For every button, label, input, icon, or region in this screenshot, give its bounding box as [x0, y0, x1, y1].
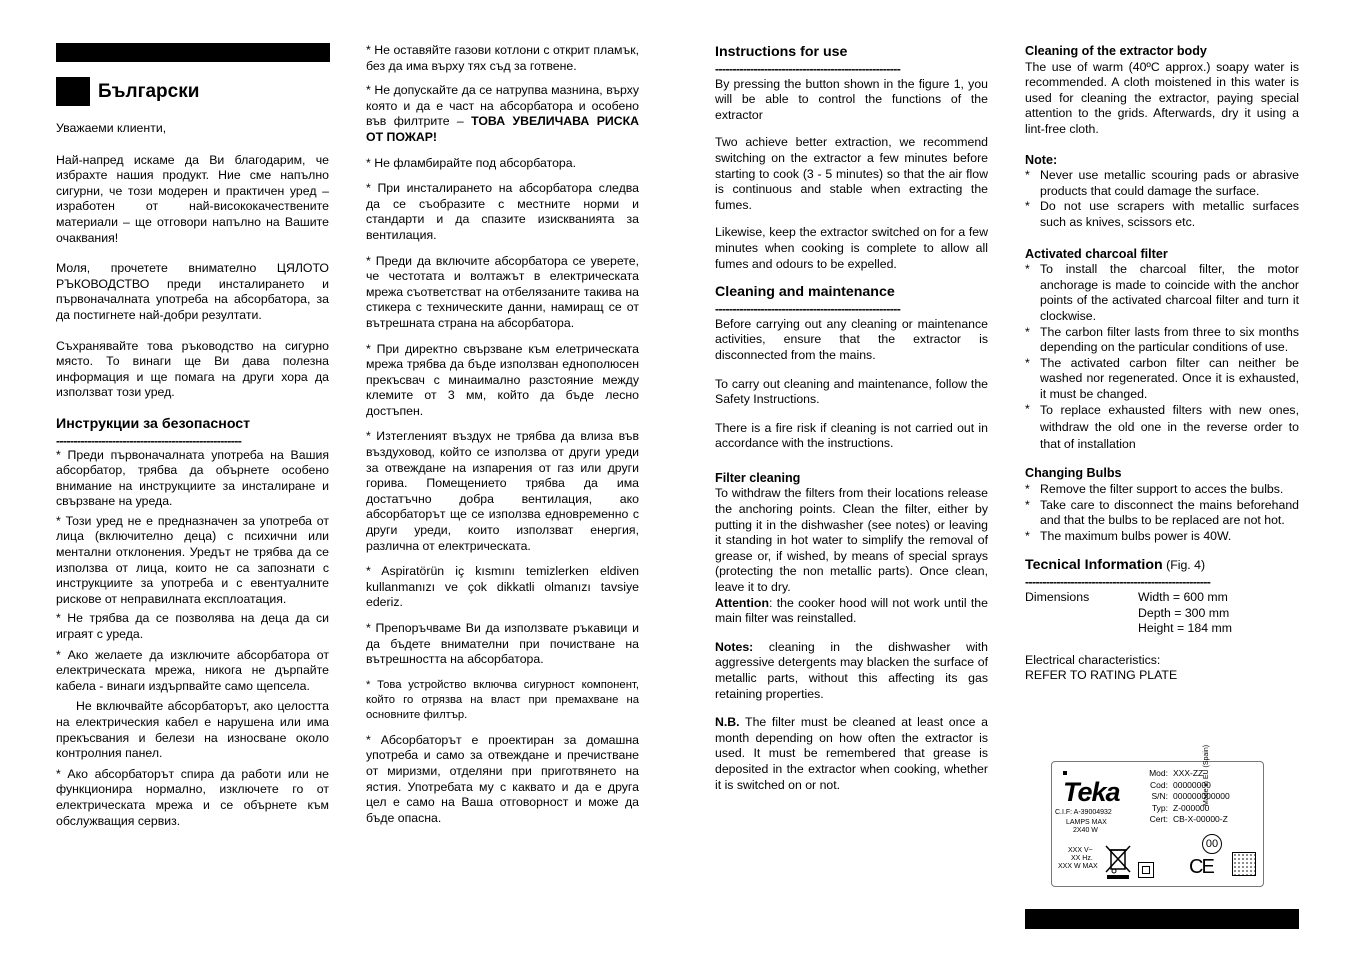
safety-divider: -----------------------------------------------------: [56, 434, 242, 447]
technical-heading-text: Tecnical Information: [1025, 557, 1163, 574]
plate-lamps: LAMPS MAX: [1066, 819, 1107, 826]
attention-label: Attention: [715, 595, 769, 610]
use-paragraph-2: Two achieve better extraction, we recommend switching on the extractor a few minutes before starting to cook (3 - 5 minutes) so that the air flow is continuous and stable when extracting the fumes.: [715, 135, 988, 212]
note-item-2: * Do not use scrapers with metallic surfaces such as knives, scissors etc.: [1025, 199, 1299, 229]
note-heading: Note:: [1025, 152, 1058, 167]
safety-item-9: * Не фламбирайте под абсорбатора.: [366, 155, 577, 170]
safety-item-13: * Изтегленият въздух не трябва да влиза във въздуховод, който се използва от други уреди за отвеждане на изпарения от газ или други горива. Помещението трябва да има достатъчно добра вентилация, ако абсорбаторът ще се използва едновременно с други уреди, които използват енергия, различна от електрическата.: [366, 429, 639, 553]
fire-risk-warning: ТОВА УВЕЛИЧАВА РИСКА ОТ ПОЖАР!: [366, 114, 640, 144]
body-cleaning-text: The use of warm (40ºC approx.) soapy water is recommended. A cloth moistened in this water is used for cleaning the extractor, paying special attention to the grids. Afterwards, dry it using a lint-free cloth.: [1025, 59, 1299, 136]
column-instructions: [715, 45, 988, 793]
greeting: Уважаеми клиенти,: [56, 121, 167, 135]
instructions-heading: Instructions for use: [715, 44, 848, 60]
qr-stamp-icon: [1232, 852, 1256, 876]
body-cleaning-heading: Cleaning of the extractor body: [1025, 44, 1207, 58]
maintenance-paragraph-1: Before carrying out any cleaning or maintenance activities, ensure that the extractor is disconnected from the mains.: [715, 316, 988, 362]
dishwasher-note: [715, 640, 988, 702]
charcoal-item-2: * The carbon filter lasts from three to six months depending on the particular conditions of use.: [1025, 324, 1299, 355]
column-bulgarian-intro: [56, 77, 329, 829]
notes-text: cleaning in the dishwasher with aggressive detergents may blacken the surface of metallic parts, without this affecting its gas retaining properties.: [715, 639, 988, 701]
bulbs-item-3: * The maximum bulbs power is 40W.: [1025, 528, 1232, 543]
cleaning-divider: -----------------------------------------------------: [715, 302, 901, 315]
safety-item-5: Не включвайте абсорбаторът, ако целостта на електрическия кабел е нарушена или има прекъсвания и белези на износване около контролния панел.: [56, 699, 329, 761]
ce-mark-icon: CE: [1189, 856, 1213, 878]
bulbs-heading: Changing Bulbs: [1025, 466, 1122, 481]
nb-text: The filter must be cleaned at least once a month depending on how often the extractor is used. It must be remembered that grease is deposited in the extractor when cooking, whether it is switched on or not.: [715, 715, 988, 792]
teka-logo: [1060, 767, 1122, 805]
bulbs-item-2: * Take care to disconnect the mains beforehand and that the bulbs to be replaced are not hot.: [1025, 497, 1299, 528]
plate-power: XXX W MAX: [1058, 863, 1098, 870]
filter-cleaning-text: To withdraw the filters from their locations release the anchoring points. Clean the filter, either by putting it in the dishwasher (see notes) or leaving it standing in hot water to simplify the removal of grease or, if wished, by means of special sprays (protecting the non metallic parts). Once clean, leave it to dry.: [715, 486, 988, 595]
brand-text: Teka: [1063, 777, 1120, 805]
safety-item-11: * Преди да включите абсорбатора се уверете, че честотата и волтажът в електрическата мрежа съответстват на отбелязаните такива на стикера с техническите данни, намиращ се от вътрешната страна на абсорбатора.: [366, 253, 639, 330]
nb-note: [715, 715, 988, 793]
bulbs-item-1: * Remove the filter support to acces the bulbs.: [1025, 482, 1284, 497]
technical-divider: -----------------------------------------------------: [1025, 576, 1211, 589]
intro-paragraph-1: Най-напред искаме да Ви благодарим, че избрахте нашия продукт. Ние сме напълно сигурни, че този модерен и практичен уред – изработен от най-висококачествените материали – ще отговори напълно на Вашите очаквания!: [56, 152, 329, 245]
charcoal-item-1: * To install the charcoal filter, the motor anchorage is made to coincide with the anchor points of the activated charcoal filter and turn it clockwise.: [1025, 262, 1299, 323]
class-ii-icon: [1138, 862, 1154, 878]
safety-item-6: * Ако абсорбаторът спира да работи или не функционира нормално, изключете го от електрическата мрежа и се обърнете към обслужващия сервиз.: [56, 766, 329, 828]
safety-item-17: * Абсорбаторът е проектиран за домашна употреба и само за отвеждане и пречистване от миризми, отделяни при приготвянето на ястия. Употребата му с каквато и да е друга цел е само на Ваша отговорност и може да бъде опасна.: [366, 732, 639, 825]
page-title: Български: [98, 81, 200, 102]
dimensions-block: [1025, 590, 1299, 637]
maintenance-paragraph-3: There is a fire risk if cleaning is not carried out in accordance with the instructions.: [715, 420, 988, 451]
intro-paragraph-3: Съхранявайте това ръководство на сигурно място. То винаги ще Ви дава полезна информация и ще помага на други хора да използват този уред.: [56, 338, 329, 400]
safety-item-10: * При инсталирането на абсорбатора следва да се съобразите с местните норми и стандарти и да спазите изискванията за вентилация.: [366, 181, 639, 242]
plate-code-circle: 00: [1202, 834, 1222, 854]
dimension-width: Width = 600 mm: [1138, 590, 1228, 605]
attention-text: : the cooker hood will not work until the main filter was reinstalled.: [715, 595, 988, 626]
safety-heading: Инструкции за безопасност: [56, 415, 251, 432]
weee-bin-icon: [1104, 844, 1132, 884]
safety-item-2: * Този уред не е предназначен за употреба от лица (включително деца) с психични или ментални отклонения. Уредът не трябва да се използва от лица, които не са запознати с инструкциите за употреба и с евентуалните рискове от неправилната експлоатация.: [56, 513, 329, 606]
note-item-1: * Never use metallic scouring pads or abrasive products that could damage the surface.: [1025, 168, 1299, 198]
charcoal-item-3: * The activated carbon filter can neither be washed nor regenerated. Once it is exhausted, it must be changed.: [1025, 355, 1299, 401]
safety-item-3: * Не трябва да се позволява на деца да си играят с уреда.: [56, 611, 329, 642]
instructions-divider: -----------------------------------------------------: [715, 62, 901, 75]
plate-frequency: XX Hz.: [1071, 855, 1093, 862]
safety-item-12: * При директно свързване към елетрическата мрежа трябва да бъде използван еднополюсен прекъсвач с минаимално разстояние между клемите от 3 мм, който да бъде лесно достъпен.: [366, 341, 639, 418]
safety-item-7: * Не оставяйте газови котлони с открит пламък, без да има върху тях съд за готвене.: [366, 43, 639, 73]
use-paragraph-1: By pressing the button shown in the figure 1, you will be able to control the functions of the extractor: [715, 76, 988, 122]
technical-heading: [1025, 558, 1299, 574]
filter-cleaning-heading: Filter cleaning: [715, 470, 801, 485]
dimensions-label: Dimensions: [1025, 590, 1090, 605]
electrical-value: REFER TO RATING PLATE: [1025, 668, 1178, 683]
use-paragraph-3: Likewise, keep the extractor switched on for a few minutes when cooking is complete to allow all fumes and odours to be expelled.: [715, 225, 988, 271]
safety-item-15: * Препоръчваме Ви да използвате ръкавици и да бъдете внимателни при почистване на вътрешността на абсорбатора.: [366, 621, 639, 667]
column-maintenance: [1025, 44, 1299, 684]
rating-plate: [1051, 744, 1264, 887]
safety-item-1: * Преди първоначалната употреба на Вашия абсорбатор, трябва да обърнете особено внимание на инструкциите за инсталиране и свързване на уреда.: [56, 447, 329, 509]
maintenance-paragraph-2: To carry out cleaning and maintenance, follow the Safety Instructions.: [715, 376, 988, 407]
plate-cif: C.I.F: A-39004932: [1055, 809, 1112, 816]
charcoal-item-4: * To replace exhausted filters with new ones, withdraw the old one in the reverse order to that of installation: [1025, 402, 1299, 452]
dimensions-values: [1138, 590, 1232, 637]
plate-lamps-value: 2X40 W: [1073, 827, 1098, 834]
safety-item-8: [366, 83, 639, 145]
safety-item-8-text: * Не допускайте да се натрупва мазнина, върху която и да е част на абсорбатора и особено във филтрите –: [366, 83, 639, 129]
column-bulgarian-safety: [366, 43, 639, 826]
safety-item-16: * Това устройство включва сигурност компонент, който го отрязва на власт при премахване на основните филтър.: [366, 678, 639, 721]
notes-label: Notes:: [715, 639, 754, 654]
attention-note: [715, 596, 988, 627]
top-left-bar: [56, 43, 330, 62]
nb-label: N.B.: [715, 715, 740, 730]
charcoal-heading: Activated charcoal filter: [1025, 246, 1168, 261]
electrical-label: Electrical characteristics:: [1025, 652, 1161, 667]
dimension-depth: Depth = 300 mm: [1138, 605, 1230, 620]
bottom-right-bar: [1025, 909, 1299, 929]
dimension-height: Height = 184 mm: [1138, 621, 1232, 636]
technical-fig-ref: (Fig. 4): [1162, 558, 1206, 573]
plate-voltage: XXX V~: [1068, 847, 1093, 854]
safety-item-14: * Aspiratörün iç kısmını temizlerken eldiven kullanmanızı ve çok dikkatli olmanızı tavsiye ederiz.: [366, 564, 639, 610]
cleaning-heading: Cleaning and maintenance: [715, 284, 895, 301]
intro-paragraph-2: Моля, прочетете внимателно ЦЯЛОТО РЪКОВОДСТВО преди инсталирането и първоначалната употреба на абсорбатора, за да постигнете най-добри резултати.: [56, 261, 329, 322]
plate-fields: Mod: XXX-ZZ Cod: 00000000 S/N: 000000000000 Typ: Z-000000 Cert: CB-X-00000-Z: [1149, 768, 1230, 824]
plate-made-in: Made in EU (Spain): [1203, 744, 1210, 806]
safety-item-4: * Ако желаете да изключите абсорбатора от електрическата мрежа, никога не дърпайте кабела - винаги издърпвайте само щепсела.: [56, 647, 329, 693]
